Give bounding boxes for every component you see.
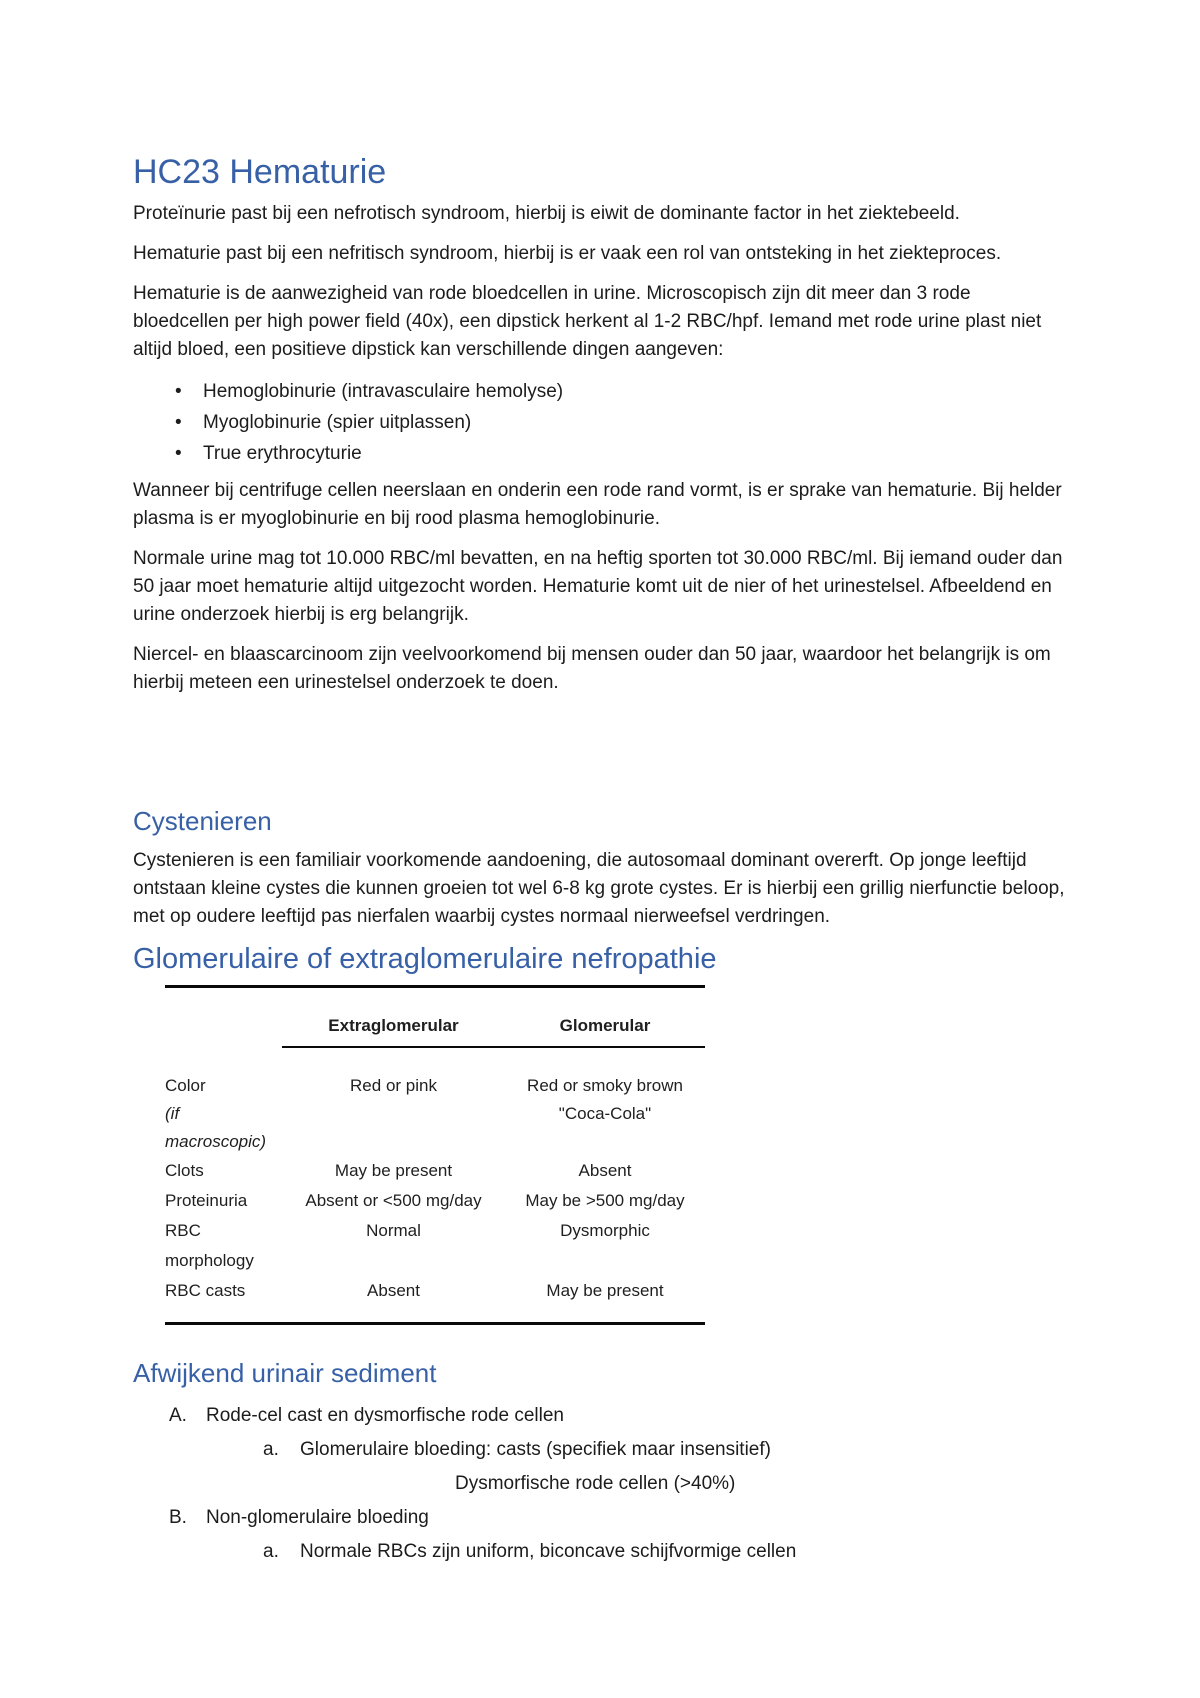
row-label: RBC morphology [165,1221,254,1270]
table-row-clots [165,1156,705,1186]
table-body [165,1048,705,1306]
cell-glomerular: Dysmorphic [560,1221,650,1240]
cell-glomerular: May be >500 mg/day [525,1191,685,1210]
list-item-text: Glomerulaire bloeding: casts (specifiek maar insensitief) [300,1439,771,1460]
comparison-table [165,985,705,1325]
row-label: Color [165,1076,206,1095]
list-item-continuation [455,1469,1066,1499]
paragraph-proteinurie: Proteïnurie past bij een nefrotisch syndroom, hierbij is eiwit de dominante factor in het ziektebeeld. [133,203,960,224]
column-header-extraglomerular: Extraglomerular [328,1016,459,1035]
table-row-color [165,1072,705,1156]
list-item [263,1435,1066,1465]
row-label: RBC casts [165,1281,246,1300]
row-label-note: (if macroscopic) [165,1104,267,1151]
bullet-icon [175,438,203,469]
column-header-glomerular: Glomerular [559,1016,651,1035]
list-marker: a. [263,1541,279,1562]
table-header-spacer [165,1014,282,1038]
bullet-icon [175,376,203,407]
list-item-text: Normale RBCs zijn uniform, biconcave schijfvormige cellen [300,1541,797,1562]
list-item-text: Rode-cel cast en dysmorfische rode cellen [206,1405,565,1426]
table-row-proteinuria [165,1186,705,1216]
sediment-list [133,1401,1066,1567]
list-item [133,407,1066,438]
heading-nefropathie: Glomerulaire of extraglomerulaire nefropathie [133,943,717,975]
cell-glomerular: Absent [578,1161,632,1180]
cell-glomerular-note: "Coca-Cola" [558,1104,652,1123]
row-label: Clots [165,1161,204,1180]
paragraph-nefritisch: Hematurie past bij een nefritisch syndroom, hierbij is er vaak een rol van ontsteking in het ziekteproces. [133,243,1002,264]
table-row-rbc-morphology [165,1216,705,1276]
cell-extraglomerular: Red or pink [350,1076,437,1095]
row-label: Proteinuria [165,1191,248,1210]
cell-extraglomerular: Absent or <500 mg/day [305,1191,482,1210]
table-row-rbc-casts [165,1276,705,1306]
paragraph-centrifuge: Wanneer bij centrifuge cellen neerslaan en onderin een rode rand vormt, is er sprake van hematurie. Bij helder plasma is er myoglobinurie en bij rood plasma hemoglobinurie. [133,480,1062,529]
list-item-text: Dysmorfische rode cellen (>40%) [455,1473,736,1494]
cell-extraglomerular: May be present [334,1161,453,1180]
paragraph-cystenieren: Cystenieren is een familiair voorkomende aandoening, die autosomaal dominant overerft. Op jonge leeftijd ontstaan kleine cystes die kunnen groeien tot wel 6-8 kg grote cystes. Er is hierbij een grillig nierfunctie beloop, met op oudere leeftijd pas nierfalen waarbij cystes normaal nierweefsel verdringen. [133,850,1065,927]
list-marker: a. [263,1439,279,1460]
heading-cystenieren: Cystenieren [133,806,272,836]
list-item [133,438,1066,469]
bullet-text: Myoglobinurie (spier uitplassen) [203,412,472,433]
list-item [263,1537,1066,1567]
list-item [169,1503,1066,1533]
list-item-text: Non-glomerulaire bloeding [206,1507,429,1528]
list-marker: A. [169,1405,187,1426]
paragraph-carcinoom: Niercel- en blaascarcinoom zijn veelvoorkomend bij mensen ouder dan 50 jaar, waardoor het belangrijk is om hierbij meteen een urinestelsel onderzoek te doen. [133,644,1051,693]
list-item [133,376,1066,407]
cell-glomerular: May be present [546,1281,664,1300]
cell-extraglomerular: Absent [367,1281,420,1300]
paragraph-definitie-hematurie: Hematurie is de aanwezigheid van rode bloedcellen in urine. Microscopisch zijn dit meer dan 3 rode bloedcellen per high power field (40x), een dipstick herkent al 1-2 RBC/hpf. Iemand met rode urine plast niet altijd bloed, een positieve dipstick kan verschillende dingen aangeven: [133,283,1042,360]
bullet-icon [175,407,203,438]
bullet-text: Hemoglobinurie (intravasculaire hemolyse) [203,381,564,402]
page-title: HC23 Hematurie [133,153,387,191]
list-item [169,1401,1066,1431]
paragraph-normale-urine: Normale urine mag tot 10.000 RBC/ml bevatten, en na heftig sporten tot 30.000 RBC/ml. Bij iemand ouder dan 50 jaar moet hematurie altijd uitgezocht worden. Hematurie komt uit de nier of het urinestelsel. Afbeeldend en urine onderzoek hierbij is erg belangrijk. [133,548,1063,625]
cell-extraglomerular: Normal [366,1221,421,1240]
cell-glomerular: Red or smoky brown [527,1076,683,1095]
dipstick-bullet-list [133,376,1066,469]
bullet-text: True erythrocyturie [203,443,362,464]
list-marker: B. [169,1507,187,1528]
heading-sediment: Afwijkend urinair sediment [133,1358,437,1388]
table-header-row [165,1014,705,1038]
